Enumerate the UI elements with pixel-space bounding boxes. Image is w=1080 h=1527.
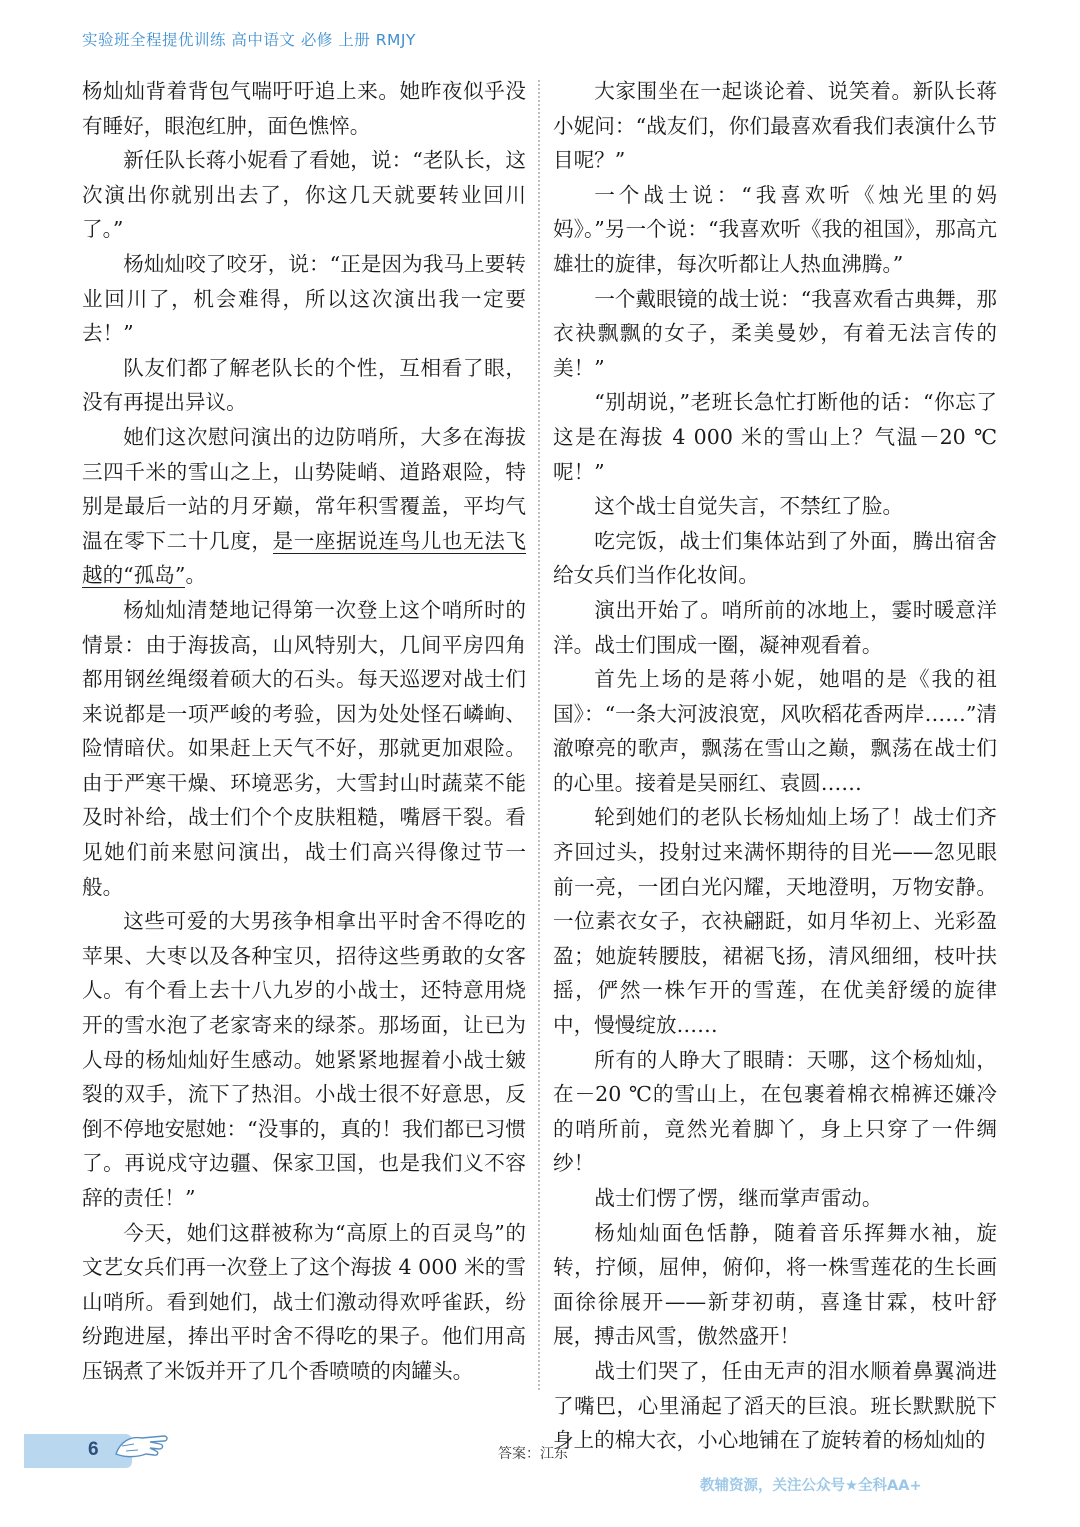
right-column xyxy=(553,74,997,1458)
paragraph: 新任队长蒋小妮看了看她，说：“老队长，这次演出你就别出去了，你这几天就要转业回川了。” xyxy=(82,148,526,242)
paragraph: 一个戴眼镜的战士说：“我喜欢看古典舞，那衣袂飘飘的女子，柔美曼妙，有着无法言传的美！” xyxy=(553,286,997,380)
pointing-hand-icon xyxy=(112,1424,172,1464)
paragraph: 轮到她们的老队长杨灿灿上场了！战士们齐齐回过头，投射过来满怀期待的目光——忽见眼前一亮，一团白光闪耀，天地澄明，万物安静。一位素衣女子，衣袂翩跹，如月华初上、光彩盈盈；她旋转腰肢，裙裾飞扬，清风细细，枝叶扶摇，俨然一株乍开的雪莲，在优美舒缓的旋律中，慢慢绽放…… xyxy=(553,805,997,1038)
paragraph: 杨灿灿清楚地记得第一次登上这个哨所时的情景：由于海拔高，山风特别大，几间平房四角都用钢丝绳缀着硕大的石头。每天巡逻对战士们来说都是一项严峻的考验，因为处处怪石嶙峋、险情暗伏。如果赶上天气不好，那就更加艰险。由于严寒干燥、环境恶劣，大雪封山时蔬菜不能及时补给，战士们个个皮肤粗糙，嘴唇干裂。看见她们前来慰问演出，战士们高兴得像过节一般。 xyxy=(82,597,526,899)
paragraph: 杨灿灿面色恬静，随着音乐挥舞水袖，旋转，拧倾，屈伸，俯仰，将一株雪莲花的生长画面徐徐展开——新芽初萌，喜逢甘霖，枝叶舒展，搏击风雪，傲然盛开！ xyxy=(553,1220,997,1349)
paragraph: 今天，她们这群被称为“高原上的百灵鸟”的文艺女兵们再一次登上了这个海拔 4 000 米的雪山哨所。看到她们，战士们激动得欢呼雀跃，纷纷跑进屋，捧出平时舍不得吃的果子。他们用高压锅煮了米饭并开了几个香喷喷的肉罐头。 xyxy=(82,1220,526,1383)
paragraph: 吃完饭，战士们集体站到了外面，腾出宿舍给女兵们当作化妆间。 xyxy=(553,528,997,588)
paragraph: 这些可爱的大男孩争相拿出平时舍不得吃的苹果、大枣以及各种宝贝，招待这些勇敢的女客人。有个看上去十八九岁的小战士，还特意用烧开的雪水泡了老家寄来的绿茶。那场面，让已为人母的杨灿灿好生感动。她紧紧地握着小战士皴裂的双手，流下了热泪。小战士很不好意思，反倒不停地安慰她：“没事的，真的！我们都已习惯了。再说戍守边疆、保家卫国，也是我们义不容辞的责任！” xyxy=(82,909,526,1210)
paragraph: 战士们哭了，任由无声的泪水顺着鼻翼淌进了嘴巴，心里涌起了滔天的巨浪。班长默默脱下身上的棉大衣，小心地铺在了旋转着的杨灿灿的 xyxy=(553,1358,997,1453)
paragraph: 首先上场的是蒋小妮，她唱的是《我的祖国》：“一条大河波浪宽，风吹稻花香两岸……”清澈嘹亮的歌声，飘荡在雪山之巅，飘荡在战士们的心里。接着是吴丽红、袁圆…… xyxy=(553,667,997,795)
page-number: 6 xyxy=(88,1439,99,1460)
left-column xyxy=(82,74,526,1389)
column-divider xyxy=(538,80,540,1390)
paragraph: “别胡说，”老班长急忙打断他的话：“你忘了这是在海拔 4 000 米的雪山上？气温－20 ℃呢！” xyxy=(553,390,997,484)
paragraph: 所有的人睁大了眼睛：天哪，这个杨灿灿，在－20 ℃的雪山上，在包裹着棉衣棉裤还嫌冷的哨所前，竟然光着脚丫，身上只穿了一件绸纱！ xyxy=(553,1047,997,1176)
paragraph: 演出开始了。哨所前的冰地上，霎时暖意洋洋。战士们围成一圈，凝神观看着。 xyxy=(553,597,997,657)
paragraph: 一个战士说：“我喜欢听《烛光里的妈妈》。”另一个说：“我喜欢听《我的祖国》，那高亢雄壮的旋律，每次听都让人热血沸腾。” xyxy=(553,182,997,276)
paragraph: 队友们都了解老队长的个性，互相看了眼，没有再提出异议。 xyxy=(82,355,526,415)
underlined-sentence: 是一座据说连鸟儿也无法飞越的“孤岛” xyxy=(82,528,527,588)
paragraph: 战士们愣了愣，继而掌声雷动。 xyxy=(594,1186,883,1210)
text-segment: 她们这次慰问演出的边防哨所，大多在海拔三四千米的雪山之上，山势陡峭、道路艰险，特别是最后一站的月牙巅，常年积雪覆盖，平均气温在零下二十几度， xyxy=(82,424,526,553)
text-segment: 。 xyxy=(185,563,207,588)
paragraph: 大家围坐在一起谈论着、说笑着。新队长蒋小妮问：“战友们，你们最喜欢看我们表演什么节目呢？” xyxy=(553,79,997,173)
paragraph: 这个战士自觉失言，不禁红了脸。 xyxy=(594,494,904,519)
paragraph: 杨灿灿背着背包气喘吁吁追上来。她昨夜似乎没有睡好，眼泡红肿，面色憔悴。 xyxy=(82,79,526,138)
answer-note: 答案：江东 xyxy=(498,1446,568,1462)
book-header: 实验班全程提优训练 高中语文 必修 上册 RMJY xyxy=(82,31,416,49)
footer-watermark: 教辅资源，关注公众号★全科AA+ xyxy=(700,1478,922,1494)
paragraph-with-underline xyxy=(82,420,526,593)
paragraph: 杨灿灿咬了咬牙，说：“正是因为我马上要转业回川了，机会难得，所以这次演出我一定要去！” xyxy=(82,251,526,346)
